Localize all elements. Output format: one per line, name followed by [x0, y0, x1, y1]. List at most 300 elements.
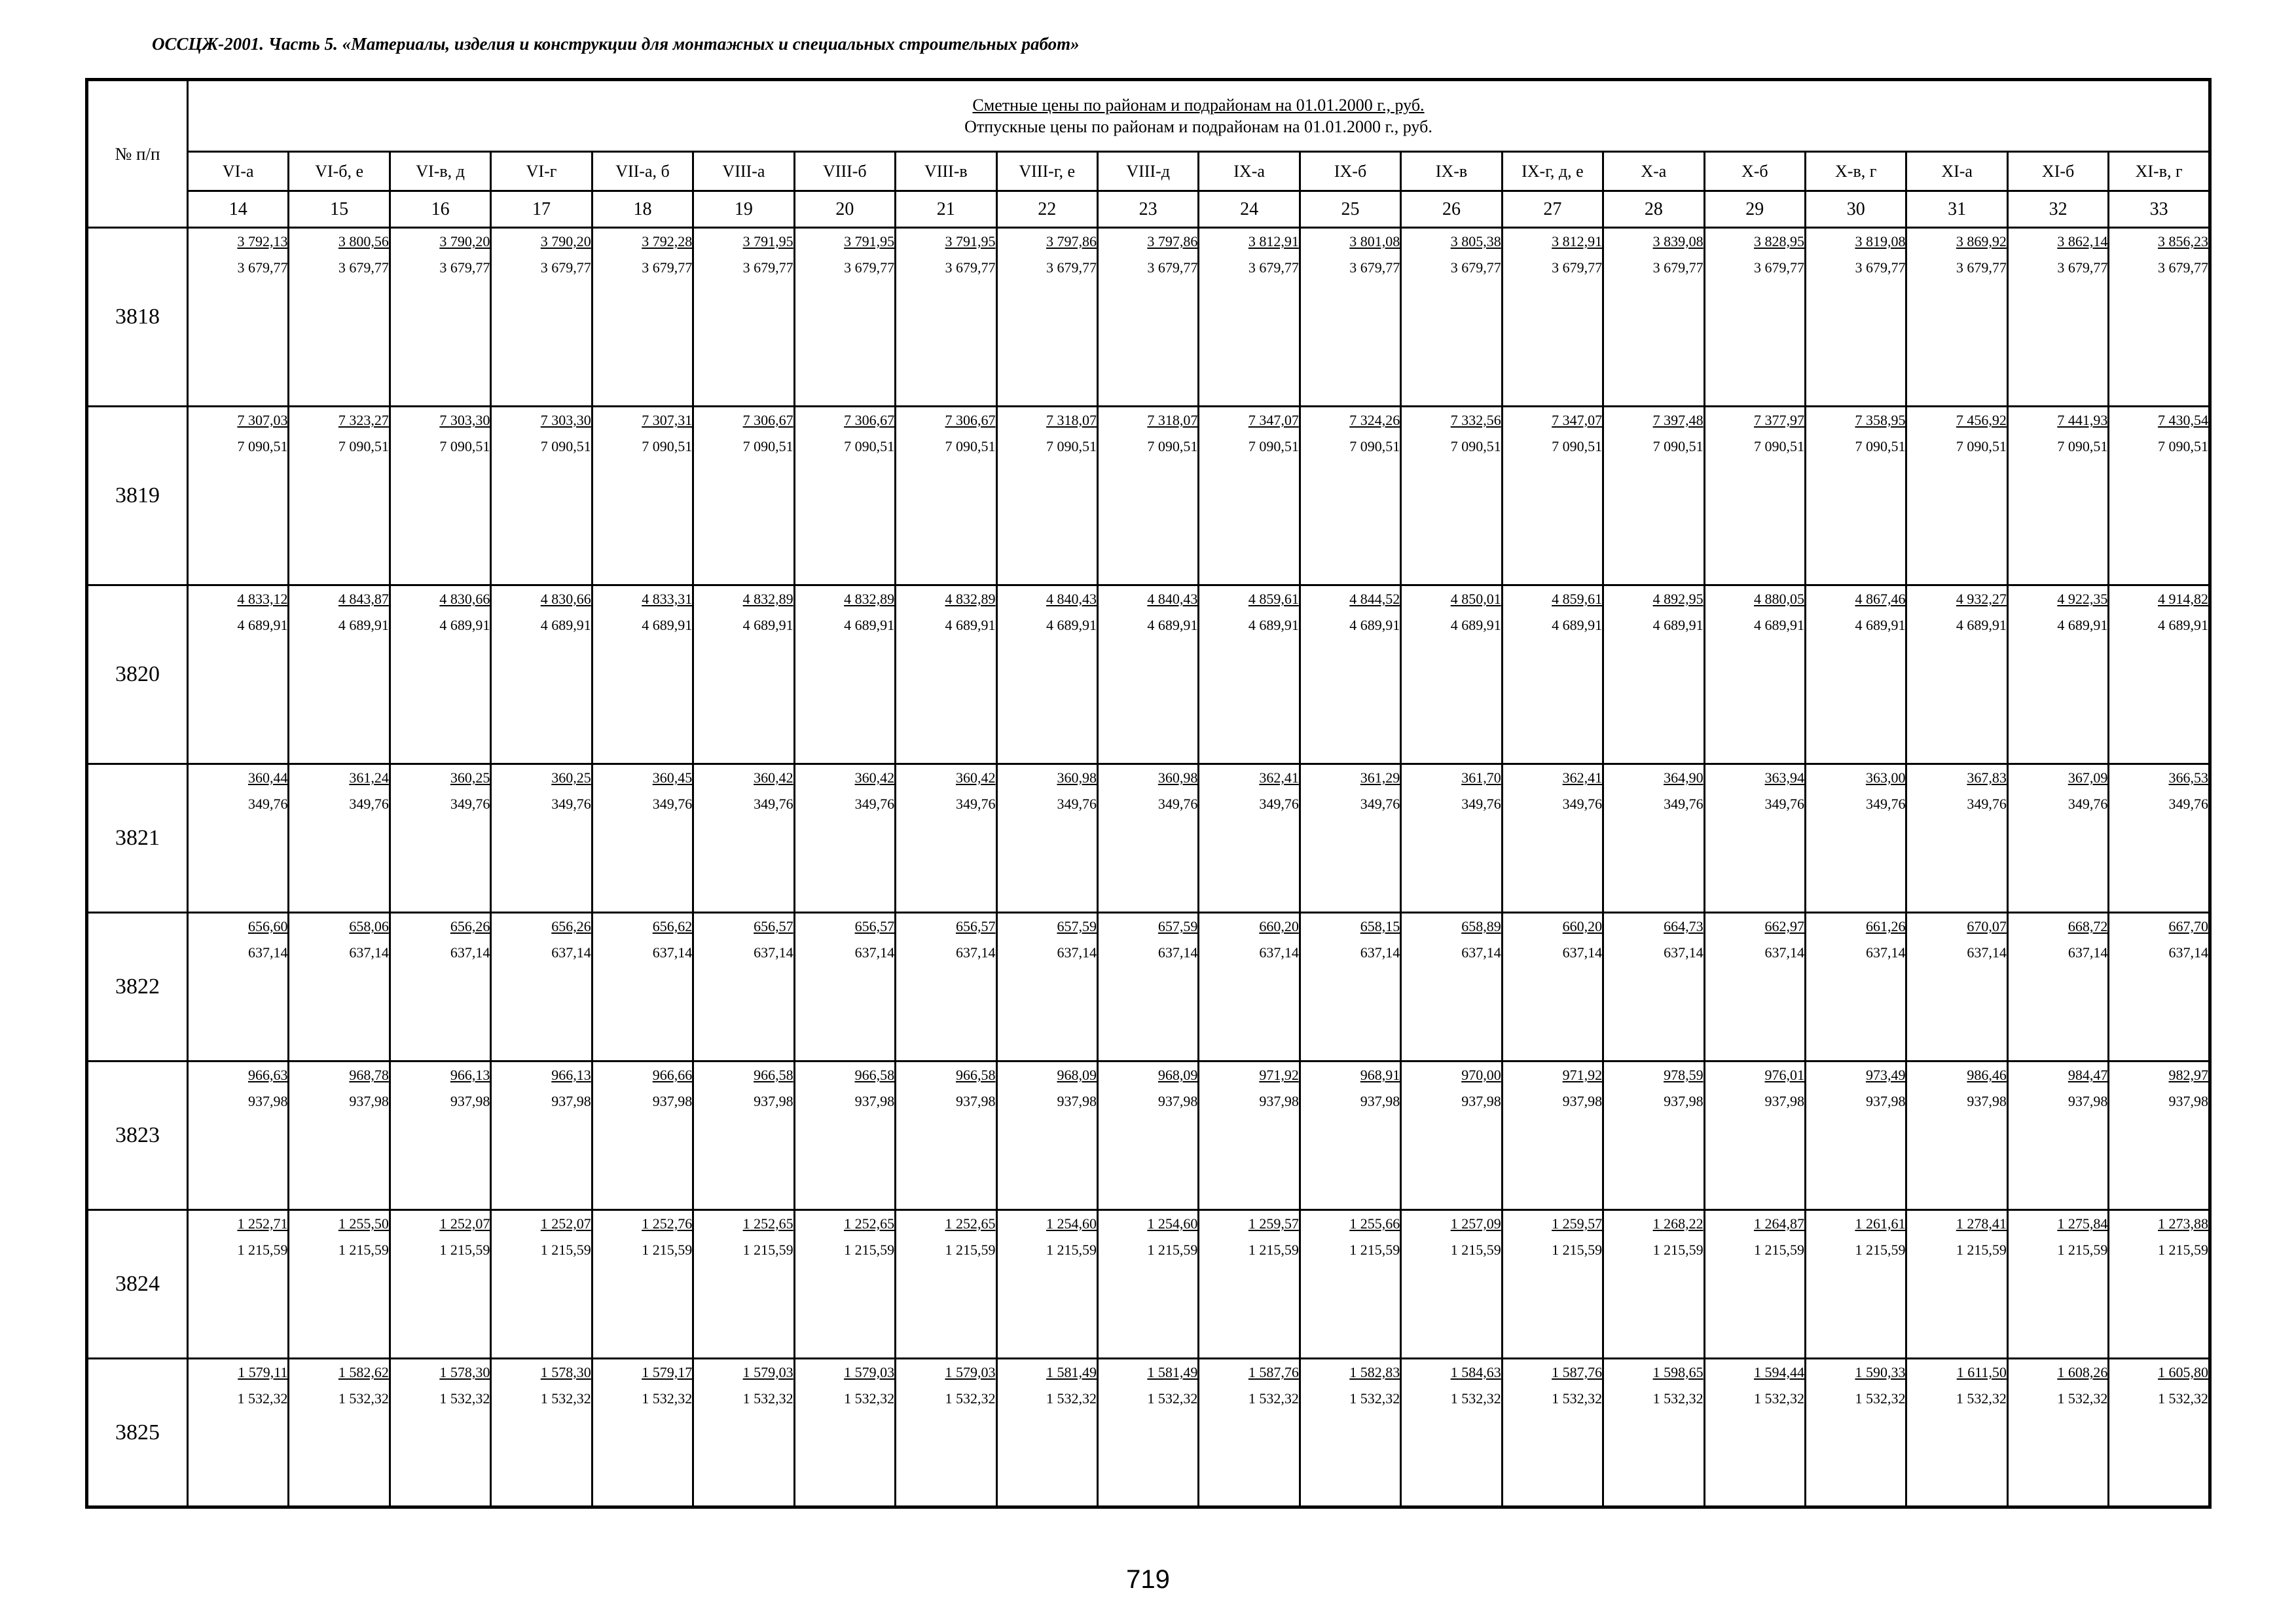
release-price: 937,98: [1967, 1093, 2007, 1109]
estimate-price: 364,90: [1664, 769, 1704, 786]
estimate-price: 1 252,65: [945, 1215, 996, 1232]
estimate-price: 7 318,07: [1046, 412, 1097, 428]
estimate-price: 670,07: [1967, 918, 2007, 934]
release-price: 7 090,51: [1349, 438, 1400, 454]
estimate-price: 971,92: [1259, 1067, 1299, 1083]
estimate-price: 966,58: [754, 1067, 793, 1083]
estimate-price: 656,60: [247, 918, 288, 934]
release-price: 1 532,32: [439, 1390, 490, 1407]
estimate-price: 7 324,26: [1349, 412, 1400, 428]
estimate-price: 976,01: [1764, 1067, 1804, 1083]
estimate-price: 7 323,27: [338, 412, 389, 428]
estimate-price: 3 792,28: [642, 233, 693, 249]
region-header-row: [87, 152, 2210, 191]
release-price: 1 215,59: [1855, 1242, 1906, 1258]
price-cell: [1704, 1359, 1805, 1507]
release-price: 4 689,91: [540, 617, 591, 633]
estimate-price: 4 830,66: [439, 591, 490, 607]
price-cell: [1603, 585, 1704, 764]
estimate-price: 978,59: [1664, 1067, 1704, 1083]
price-cell: [1300, 585, 1400, 764]
release-price: 1 532,32: [844, 1390, 895, 1407]
release-price: 637,14: [1259, 944, 1299, 961]
release-price: 349,76: [450, 796, 490, 812]
region-header: VI-г: [491, 152, 592, 191]
price-cell: [2007, 585, 2108, 764]
estimate-price: 1 264,87: [1754, 1215, 1804, 1232]
estimate-price: 1 252,65: [742, 1215, 793, 1232]
estimate-price: 3 862,14: [2057, 233, 2108, 249]
estimate-price: 3 805,38: [1450, 233, 1501, 249]
column-number: 29: [1704, 191, 1805, 228]
estimate-price: 1 259,57: [1248, 1215, 1299, 1232]
estimate-price: 1 252,07: [439, 1215, 490, 1232]
release-price: 637,14: [1057, 944, 1097, 961]
column-number: 14: [188, 191, 289, 228]
release-price: 3 679,77: [439, 259, 490, 276]
release-price: 3 679,77: [945, 259, 996, 276]
estimate-price: 360,42: [956, 769, 996, 786]
row-number: 3824: [87, 1210, 188, 1359]
release-price: 1 532,32: [1349, 1390, 1400, 1407]
estimate-price: 662,97: [1764, 918, 1804, 934]
estimate-price: 661,26: [1865, 918, 1906, 934]
column-number: 30: [1806, 191, 1906, 228]
estimate-price: 1 252,65: [844, 1215, 895, 1232]
release-price: 349,76: [1259, 796, 1299, 812]
price-cell: [1603, 407, 1704, 585]
estimate-price: 4 832,89: [844, 591, 895, 607]
estimate-price: 656,57: [854, 918, 895, 934]
release-price: 7 090,51: [1652, 438, 1704, 454]
region-header: VIII-г, е: [996, 152, 1097, 191]
release-price: 1 532,32: [2057, 1390, 2108, 1407]
price-cell: [188, 1210, 289, 1359]
estimate-price: 7 306,67: [945, 412, 996, 428]
price-cell: [1199, 1359, 1300, 1507]
estimate-price: 3 790,20: [540, 233, 591, 249]
price-cell: [592, 1210, 693, 1359]
release-price: 637,14: [450, 944, 490, 961]
estimate-price: 363,94: [1764, 769, 1804, 786]
price-cell: [2109, 585, 2210, 764]
column-number: 21: [896, 191, 996, 228]
release-price: 4 689,91: [1956, 617, 2007, 633]
region-header: IX-г, д, е: [1502, 152, 1603, 191]
price-cell: [491, 1061, 592, 1210]
price-cell: [794, 913, 895, 1061]
estimate-price: 660,20: [1562, 918, 1603, 934]
price-cell: [491, 764, 592, 913]
estimate-price: 656,57: [956, 918, 996, 934]
estimate-price: 367,09: [2068, 769, 2108, 786]
release-price: 3 679,77: [1652, 259, 1704, 276]
estimate-price: 3 791,95: [945, 233, 996, 249]
estimate-price: 7 303,30: [439, 412, 490, 428]
price-cell: [794, 1359, 895, 1507]
release-price: 637,14: [956, 944, 996, 961]
estimate-price: 1 594,44: [1754, 1364, 1804, 1380]
price-cell: [794, 764, 895, 913]
price-cell: [1199, 1061, 1300, 1210]
estimate-price: 360,98: [1057, 769, 1097, 786]
release-price: 3 679,77: [1349, 259, 1400, 276]
estimate-price: 1 252,07: [540, 1215, 591, 1232]
estimate-price: 656,26: [551, 918, 591, 934]
price-cell: [996, 585, 1097, 764]
price-cell: [1806, 1210, 1906, 1359]
estimate-price: 1 608,26: [2057, 1364, 2108, 1380]
release-price: 1 215,59: [1956, 1242, 2007, 1258]
release-price: 937,98: [349, 1093, 389, 1109]
price-cell: [2007, 407, 2108, 585]
price-cell: [693, 1359, 794, 1507]
price-cell: [996, 407, 1097, 585]
price-cell: [1806, 1061, 1906, 1210]
release-price: 3 679,77: [2158, 259, 2208, 276]
release-price: 4 689,91: [1754, 617, 1804, 633]
price-cell: [794, 407, 895, 585]
release-price: 1 215,59: [1754, 1242, 1804, 1258]
region-header: IX-а: [1199, 152, 1300, 191]
row-number: 3822: [87, 913, 188, 1061]
price-cell: [896, 1210, 996, 1359]
release-price: 4 689,91: [1046, 617, 1097, 633]
release-price: 637,14: [2068, 944, 2108, 961]
estimate-price: 1 584,63: [1450, 1364, 1501, 1380]
price-cell: [693, 764, 794, 913]
estimate-price: 1 611,50: [1956, 1364, 2007, 1380]
price-cell: [2007, 764, 2108, 913]
price-cell: [896, 913, 996, 1061]
estimate-price: 4 832,89: [945, 591, 996, 607]
price-cell: [390, 1210, 490, 1359]
estimate-price: 3 790,20: [439, 233, 490, 249]
release-price: 1 215,59: [1147, 1242, 1198, 1258]
price-cell: [491, 407, 592, 585]
release-price: 1 215,59: [237, 1242, 288, 1258]
release-price: 1 215,59: [2158, 1242, 2208, 1258]
price-cell: [1502, 407, 1603, 585]
estimate-price: 3 791,95: [742, 233, 793, 249]
estimate-price: 4 843,87: [338, 591, 389, 607]
estimate-price: 7 303,30: [540, 412, 591, 428]
release-price: 4 689,91: [2057, 617, 2108, 633]
estimate-price: 7 397,48: [1652, 412, 1704, 428]
price-cell: [794, 585, 895, 764]
release-price: 7 090,51: [1046, 438, 1097, 454]
release-price: 1 215,59: [1349, 1242, 1400, 1258]
estimate-price: 668,72: [2068, 918, 2108, 934]
column-number: 20: [794, 191, 895, 228]
price-cell: [1199, 1210, 1300, 1359]
estimate-price: 361,70: [1461, 769, 1501, 786]
release-price: 349,76: [956, 796, 996, 812]
price-cell: [1199, 913, 1300, 1061]
price-cell: [1300, 913, 1400, 1061]
price-cell: [1300, 1359, 1400, 1507]
region-header: VI-б, е: [289, 152, 390, 191]
release-price: 4 689,91: [439, 617, 490, 633]
release-price: 349,76: [1157, 796, 1198, 812]
price-cell: [1401, 1210, 1502, 1359]
release-price: 637,14: [1664, 944, 1704, 961]
price-cell: [996, 764, 1097, 913]
price-cell: [1199, 585, 1300, 764]
release-price: 3 679,77: [237, 259, 288, 276]
price-cell: [289, 1210, 390, 1359]
estimate-price: 4 830,66: [540, 591, 591, 607]
price-cell: [1199, 407, 1300, 585]
price-cell: [390, 1061, 490, 1210]
release-price: 349,76: [349, 796, 389, 812]
price-cell: [996, 228, 1097, 407]
table-row: [87, 1359, 2210, 1507]
column-number: 27: [1502, 191, 1603, 228]
region-header: IX-б: [1300, 152, 1400, 191]
estimate-price: 3 800,56: [338, 233, 389, 249]
release-price: 7 090,51: [1450, 438, 1501, 454]
price-cell: [1401, 407, 1502, 585]
estimate-price: 3 869,92: [1956, 233, 2007, 249]
release-price: 937,98: [1461, 1093, 1501, 1109]
region-header: VIII-д: [1097, 152, 1198, 191]
price-cell: [1704, 1061, 1805, 1210]
price-cell: [592, 585, 693, 764]
release-price: 937,98: [1259, 1093, 1299, 1109]
release-price: 349,76: [1461, 796, 1501, 812]
estimate-price: 4 914,82: [2158, 591, 2208, 607]
estimate-price: 1 581,49: [1147, 1364, 1198, 1380]
release-price: 937,98: [854, 1093, 895, 1109]
release-price: 937,98: [956, 1093, 996, 1109]
estimate-price: 1 261,61: [1855, 1215, 1906, 1232]
price-cell: [1603, 1359, 1704, 1507]
table-row: [87, 407, 2210, 585]
price-cell: [1401, 764, 1502, 913]
price-cell: [390, 407, 490, 585]
estimate-price: 4 922,35: [2057, 591, 2108, 607]
release-price: 937,98: [2168, 1093, 2208, 1109]
row-number: 3823: [87, 1061, 188, 1210]
release-price: 1 215,59: [338, 1242, 389, 1258]
price-cell: [491, 585, 592, 764]
column-number: 18: [592, 191, 693, 228]
price-cell: [1603, 1061, 1704, 1210]
release-price: 4 689,91: [742, 617, 793, 633]
estimate-price: 3 791,95: [844, 233, 895, 249]
release-price: 637,14: [652, 944, 693, 961]
estimate-price: 4 832,89: [742, 591, 793, 607]
price-cell: [188, 407, 289, 585]
estimate-price: 3 792,13: [237, 233, 288, 249]
price-cell: [592, 913, 693, 1061]
price-cell: [1401, 1061, 1502, 1210]
estimate-price: 1 275,84: [2057, 1215, 2108, 1232]
release-price: 349,76: [2068, 796, 2108, 812]
release-price: 1 532,32: [1956, 1390, 2007, 1407]
region-header: VIII-а: [693, 152, 794, 191]
estimate-price: 7 306,67: [844, 412, 895, 428]
estimate-price: 4 833,12: [237, 591, 288, 607]
release-price: 7 090,51: [642, 438, 693, 454]
price-cell: [289, 228, 390, 407]
release-price: 349,76: [854, 796, 895, 812]
release-price: 4 689,91: [844, 617, 895, 633]
price-cell: [996, 913, 1097, 1061]
price-cell: [1906, 1061, 2007, 1210]
column-number: 17: [491, 191, 592, 228]
column-number: 28: [1603, 191, 1704, 228]
price-cell: [188, 1061, 289, 1210]
price-cell: [2109, 913, 2210, 1061]
price-cell: [289, 764, 390, 913]
price-cell: [1806, 764, 1906, 913]
estimate-price: 970,00: [1461, 1067, 1501, 1083]
estimate-price: 656,26: [450, 918, 490, 934]
estimate-price: 1 579,11: [238, 1364, 288, 1380]
release-price: 937,98: [1562, 1093, 1603, 1109]
price-cell: [2109, 1359, 2210, 1507]
price-cell: [1704, 913, 1805, 1061]
price-cell: [1097, 1061, 1198, 1210]
estimate-price: 360,98: [1157, 769, 1198, 786]
estimate-price: 966,58: [956, 1067, 996, 1083]
release-price: 4 689,91: [1652, 617, 1704, 633]
price-cell: [1097, 1210, 1198, 1359]
estimate-price: 362,41: [1259, 769, 1299, 786]
release-price: 1 532,32: [1147, 1390, 1198, 1407]
release-price: 3 679,77: [2057, 259, 2108, 276]
estimate-price: 7 307,31: [642, 412, 693, 428]
region-header: VIII-в: [896, 152, 996, 191]
release-price: 1 215,59: [742, 1242, 793, 1258]
price-cell: [693, 228, 794, 407]
estimate-price: 1 257,09: [1450, 1215, 1501, 1232]
region-header: VI-а: [188, 152, 289, 191]
estimate-price: 360,45: [652, 769, 693, 786]
release-price: 3 679,77: [642, 259, 693, 276]
region-header: IX-в: [1401, 152, 1502, 191]
estimate-price: 7 377,97: [1754, 412, 1804, 428]
estimate-price: 1 579,03: [742, 1364, 793, 1380]
price-cell: [896, 1359, 996, 1507]
price-cell: [2007, 1359, 2108, 1507]
estimate-price-title: Сметные цены по районам и подрайонам на 01.01.2000 г., руб.: [972, 96, 1425, 115]
release-price: 1 215,59: [642, 1242, 693, 1258]
release-price: 937,98: [1057, 1093, 1097, 1109]
estimate-price: 658,15: [1360, 918, 1400, 934]
estimate-price: 658,89: [1461, 918, 1501, 934]
estimate-price: 3 828,95: [1754, 233, 1804, 249]
price-cell: [2007, 913, 2108, 1061]
estimate-price: 1 254,60: [1147, 1215, 1198, 1232]
table-row: [87, 1210, 2210, 1359]
row-number: 3819: [87, 407, 188, 585]
estimate-price: 363,00: [1865, 769, 1906, 786]
estimate-price: 360,42: [754, 769, 793, 786]
column-number: 19: [693, 191, 794, 228]
estimate-price: 1 581,49: [1046, 1364, 1097, 1380]
release-price: 349,76: [1967, 796, 2007, 812]
estimate-price: 4 840,43: [1147, 591, 1198, 607]
estimate-price: 7 318,07: [1147, 412, 1198, 428]
price-cell: [1502, 1359, 1603, 1507]
estimate-price: 656,62: [652, 918, 693, 934]
estimate-price: 1 587,76: [1248, 1364, 1299, 1380]
estimate-price: 360,42: [854, 769, 895, 786]
price-cell: [1704, 1210, 1805, 1359]
price-cell: [1704, 585, 1805, 764]
region-header: VI-в, д: [390, 152, 490, 191]
column-number: 15: [289, 191, 390, 228]
price-cell: [592, 1359, 693, 1507]
estimate-price: 1 582,62: [338, 1364, 389, 1380]
release-price: 7 090,51: [2057, 438, 2108, 454]
release-price: 1 215,59: [945, 1242, 996, 1258]
price-cell: [1906, 407, 2007, 585]
region-header: XI-б: [2007, 152, 2108, 191]
release-price: 3 679,77: [844, 259, 895, 276]
release-price: 937,98: [1764, 1093, 1804, 1109]
price-cell: [1806, 228, 1906, 407]
release-price: 7 090,51: [742, 438, 793, 454]
release-price: 637,14: [2168, 944, 2208, 961]
release-price: 349,76: [1360, 796, 1400, 812]
estimate-price: 1 578,30: [540, 1364, 591, 1380]
estimate-price: 7 347,07: [1552, 412, 1603, 428]
price-cell: [1097, 228, 1198, 407]
estimate-price: 966,63: [247, 1067, 288, 1083]
table-row: [87, 913, 2210, 1061]
price-cell: [2109, 1061, 2210, 1210]
price-cell: [1806, 585, 1906, 764]
release-price: 7 090,51: [2158, 438, 2208, 454]
estimate-price: 968,09: [1057, 1067, 1097, 1083]
release-price: 4 689,91: [1349, 617, 1400, 633]
estimate-price: 360,25: [450, 769, 490, 786]
price-cell: [896, 764, 996, 913]
estimate-price: 7 430,54: [2158, 412, 2208, 428]
estimate-price: 3 797,86: [1147, 233, 1198, 249]
column-number: 33: [2109, 191, 2210, 228]
estimate-price: 971,92: [1562, 1067, 1603, 1083]
price-cell: [188, 913, 289, 1061]
release-price: 349,76: [1562, 796, 1603, 812]
price-cell: [1401, 1359, 1502, 1507]
region-header: VIII-б: [794, 152, 895, 191]
release-price: 1 532,32: [237, 1390, 288, 1407]
estimate-price: 1 259,57: [1552, 1215, 1603, 1232]
release-price: 3 679,77: [1754, 259, 1804, 276]
price-cell: [2109, 407, 2210, 585]
price-cell: [491, 913, 592, 1061]
release-price: 7 090,51: [1956, 438, 2007, 454]
price-cell: [1704, 407, 1805, 585]
release-price-title: Отпускные цены по районам и подрайонам на 01.01.2000 г., руб.: [964, 117, 1432, 136]
release-price: 637,14: [1562, 944, 1603, 961]
release-price: 1 532,32: [1552, 1390, 1603, 1407]
price-cell: [289, 407, 390, 585]
price-cell: [996, 1210, 1097, 1359]
price-cell: [1300, 1210, 1400, 1359]
release-price: 637,14: [247, 944, 288, 961]
release-price: 3 679,77: [1046, 259, 1097, 276]
release-price: 937,98: [1865, 1093, 1906, 1109]
estimate-price: 968,91: [1360, 1067, 1400, 1083]
release-price: 3 679,77: [1552, 259, 1603, 276]
release-price: 1 215,59: [844, 1242, 895, 1258]
